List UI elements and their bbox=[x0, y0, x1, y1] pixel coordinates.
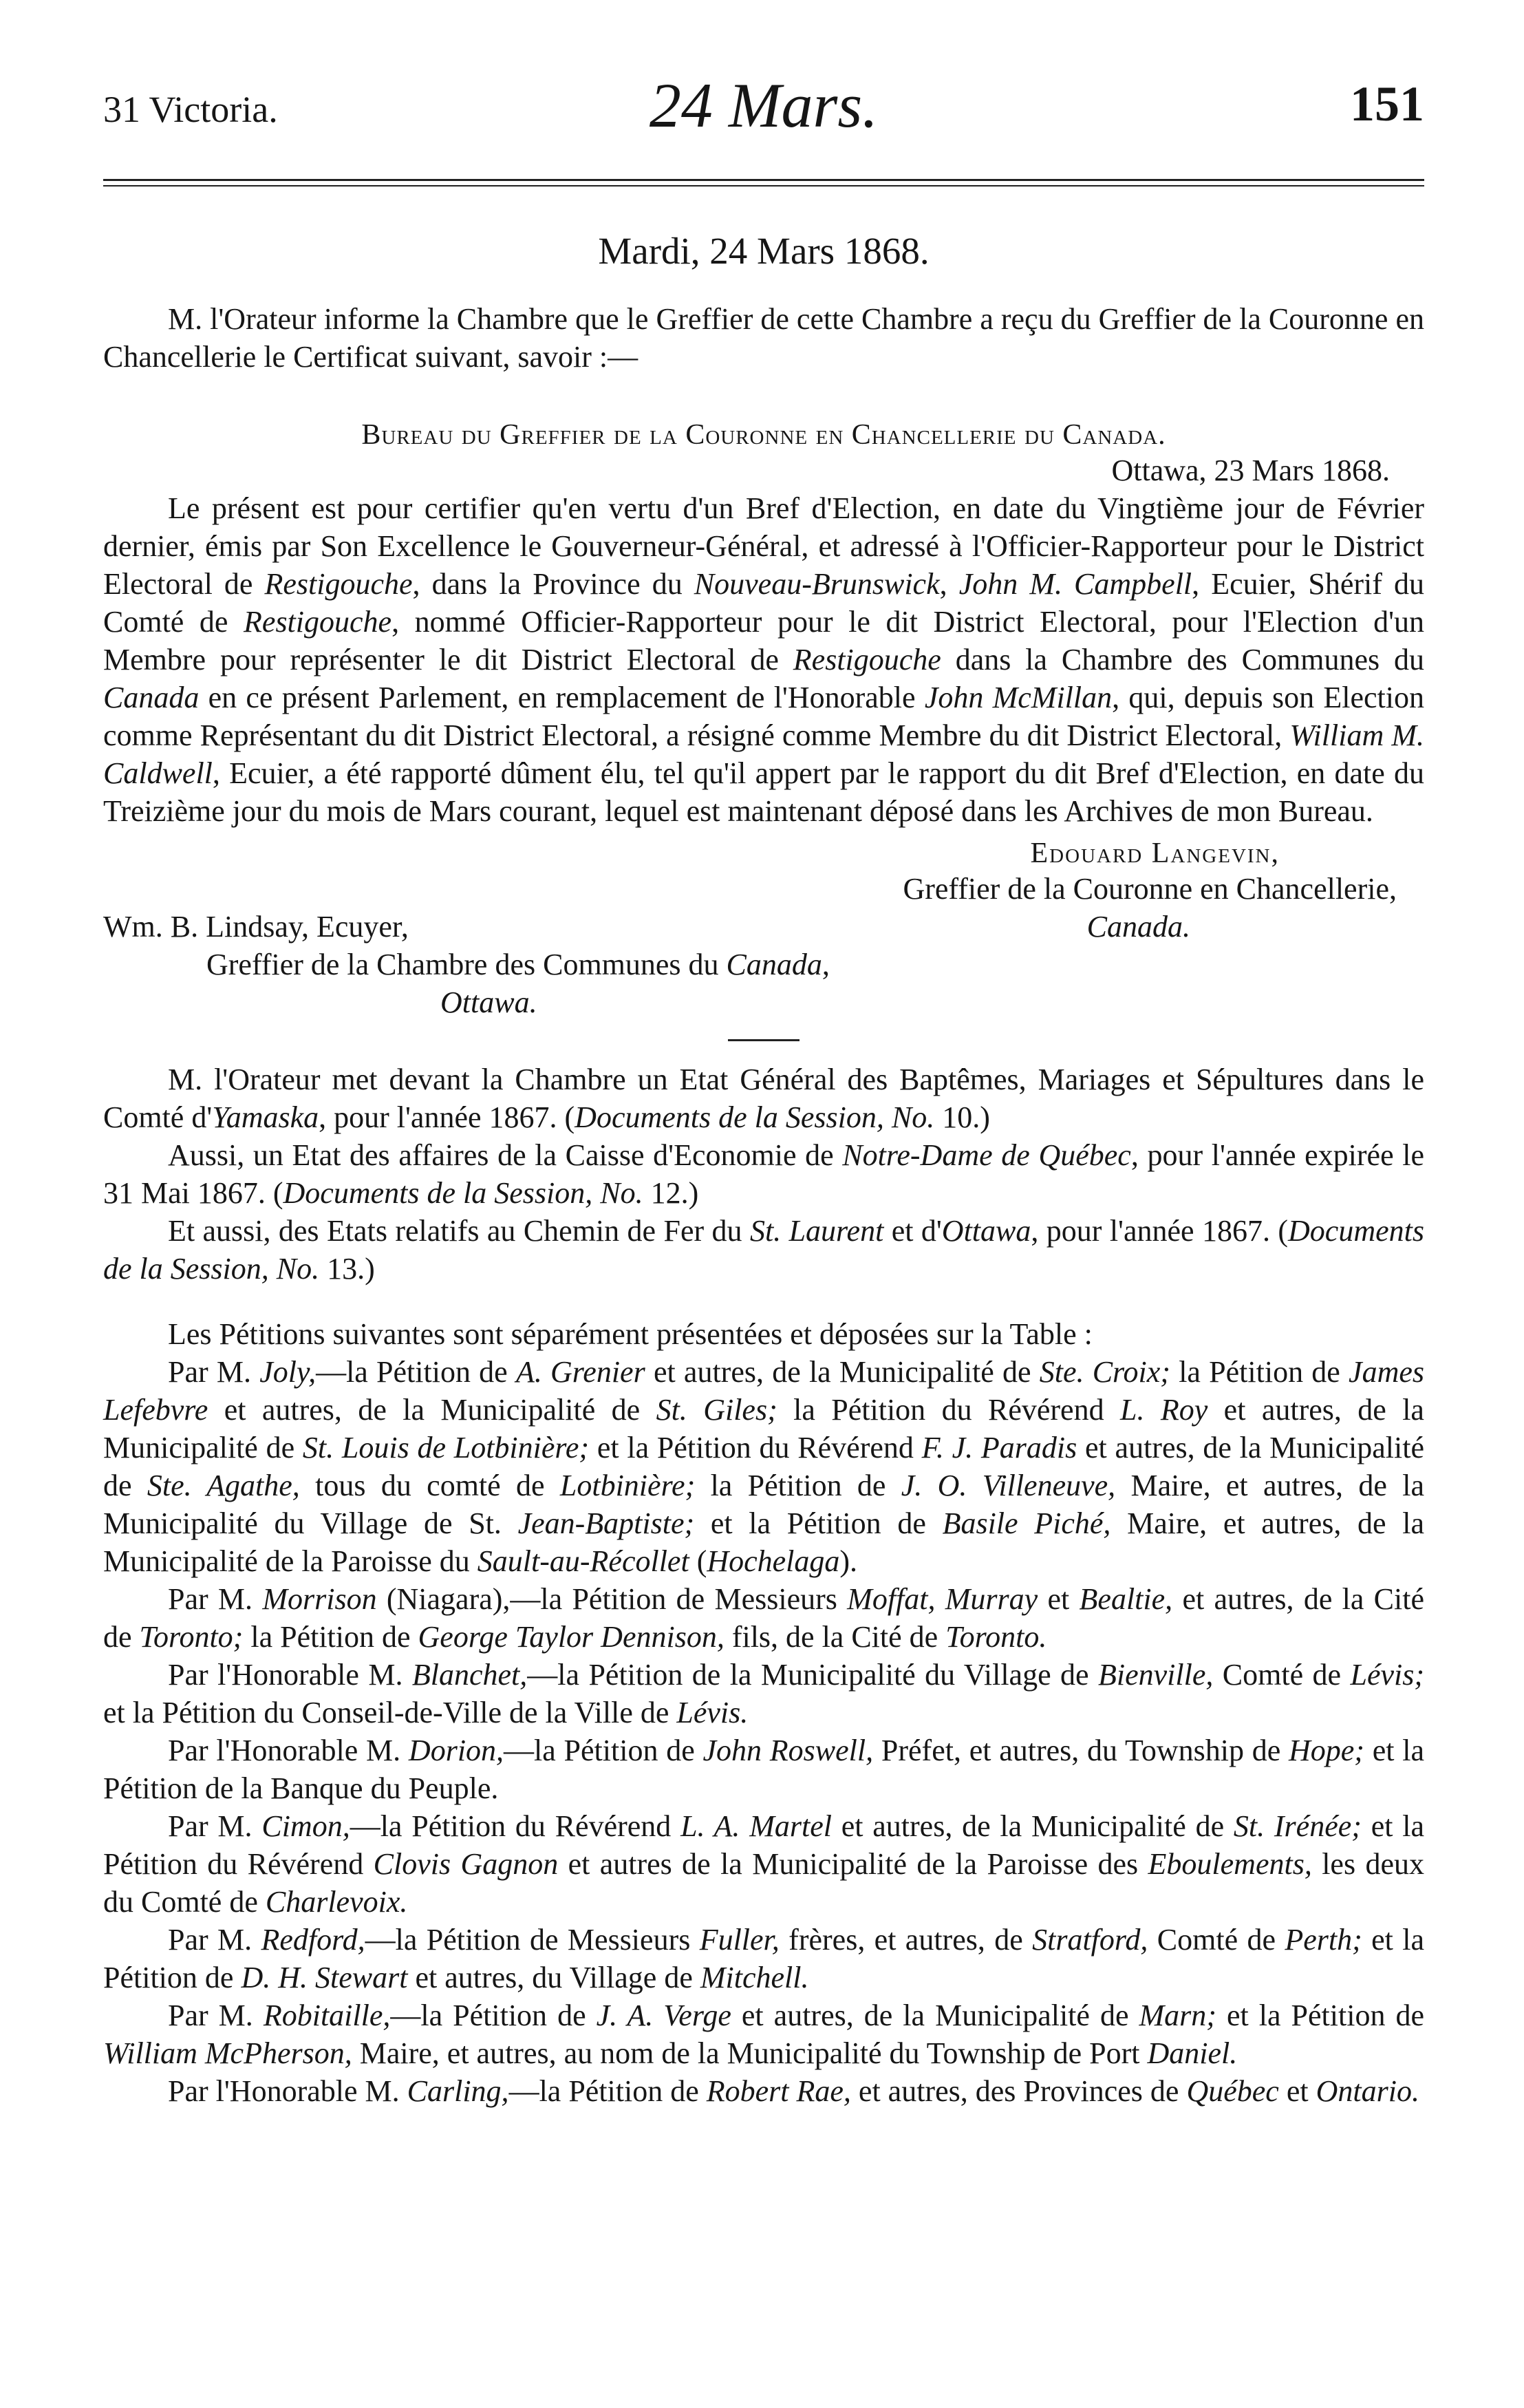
doc-text: M. l'Orateur met devant la Chambre un Etat Général des Baptêmes, Mariages et Sépultures dans le Comté d' bbox=[103, 1063, 1424, 1134]
addressee-block bbox=[103, 908, 1424, 1021]
petition-name: Carling, bbox=[407, 2074, 509, 2108]
cert-text: , qui, depuis son Election comme Représentant du dit District Electoral, a résigné comme Membre du dit District Electoral, bbox=[103, 681, 1424, 752]
petition-name: A. Grenier bbox=[515, 1355, 645, 1389]
intro-paragraph: M. l'Orateur informe la Chambre que le Greffier de cette Chambre a reçu du Greffier de la Couronne en Chancellerie le Certificat suivant, savoir :— bbox=[103, 302, 1424, 374]
petition-text: Par l'Honorable M. bbox=[168, 1734, 409, 1767]
petition-name: Basile Piché, bbox=[942, 1506, 1111, 1540]
doc-italic: Documents de la Session, No. bbox=[575, 1100, 935, 1134]
petition-name: Québec bbox=[1186, 2074, 1279, 2108]
cert-place-name: Canada bbox=[103, 681, 200, 714]
petition-name: Charlevoix. bbox=[265, 1885, 408, 1919]
doc-italic: Ottawa bbox=[941, 1214, 1031, 1248]
petition-text: Par M. bbox=[168, 1809, 262, 1843]
doc-italic: Yamaska bbox=[212, 1100, 319, 1134]
document-paragraph bbox=[103, 1136, 1424, 1212]
doc-text: 10.) bbox=[934, 1100, 990, 1134]
petition-paragraph bbox=[103, 1921, 1424, 1996]
petition-name: Hope; bbox=[1289, 1734, 1364, 1767]
addressee-city bbox=[103, 983, 1424, 1021]
petition-paragraph bbox=[103, 1656, 1424, 1732]
petition-paragraph bbox=[103, 2072, 1424, 2110]
doc-text: 13.) bbox=[319, 1252, 375, 1286]
petition-text: et autres, de la Municipalité de bbox=[103, 1431, 1424, 1502]
cert-text: dans la Chambre des Communes du bbox=[941, 643, 1424, 676]
petition-name: St. Louis de Lotbinière; bbox=[302, 1431, 590, 1464]
petition-text: la Pétition de bbox=[695, 1469, 901, 1502]
petition-name: Mitchell. bbox=[700, 1961, 809, 1994]
petition-text: et autres, du Village de bbox=[407, 1961, 700, 1994]
petition-text: ). bbox=[839, 1544, 858, 1578]
petition-name: William McPherson, bbox=[103, 2036, 352, 2070]
petition-name: Marn; bbox=[1139, 1999, 1216, 2032]
petition-text: la Pétition du Révérend bbox=[777, 1393, 1120, 1427]
running-head bbox=[103, 69, 1424, 151]
petition-name: Hochelaga bbox=[707, 1544, 840, 1578]
petition-text: —la Pétition de bbox=[504, 1734, 703, 1767]
doc-text: Aussi, un Etat des affaires de la Caisse d'Economie de bbox=[168, 1138, 843, 1172]
petition-paragraph bbox=[103, 1996, 1424, 2072]
petition-text: et la Pétition de bbox=[103, 1923, 1424, 1994]
petition-name: Lévis; bbox=[1350, 1658, 1424, 1692]
cert-person-name: John M. Campbell bbox=[958, 567, 1192, 601]
petition-name: Perth; bbox=[1285, 1923, 1362, 1957]
petitions-intro: Les Pétitions suivantes sont séparément présentées et déposées sur la Table : bbox=[168, 1317, 1093, 1351]
cert-person-name: John McMillan bbox=[924, 681, 1113, 714]
header-date-text: 24 Mars. bbox=[649, 70, 879, 140]
doc-text: Et aussi, des Etats relatifs au Chemin de Fer du bbox=[168, 1214, 750, 1248]
cert-place-name: Restigouche bbox=[264, 567, 413, 601]
doc-text: , pour l'année 1867. ( bbox=[319, 1100, 575, 1134]
page-number: 151 bbox=[1350, 76, 1424, 131]
cert-text: Le présent est pour certifier qu'en vertu d'un Bref d'Election, en date du Vingtième jour de Février dernier, émis par Son Excellence le Gouverneur-Général, et adressé à l'Officier-Rapporteur pour le District Electoral de bbox=[103, 491, 1424, 601]
petition-text: et la Pétition du Révérend bbox=[103, 1809, 1424, 1881]
signatory-title: Greffier de la Couronne en Chancellerie, bbox=[903, 872, 1397, 906]
petition-name: Robitaille, bbox=[263, 1999, 391, 2032]
petition-text: Maire, et autres, au nom de la Municipalité du Township de Port bbox=[352, 2036, 1148, 2070]
petition-text: et autres, de la Municipalité de bbox=[208, 1393, 656, 1427]
header-rule bbox=[103, 179, 1424, 187]
doc-italic: Documents de la Session, No. bbox=[283, 1176, 643, 1210]
petition-text: la Pétition de bbox=[243, 1620, 418, 1654]
petition-name: Ste. Agathe, bbox=[147, 1469, 300, 1502]
signatory-name: Edouard Langevin, bbox=[1030, 838, 1280, 869]
petition-name: Bienville, bbox=[1097, 1658, 1214, 1692]
petition-name: Moffat, Murray bbox=[847, 1582, 1038, 1616]
petition-name: Toronto; bbox=[139, 1620, 244, 1654]
petition-name: James Lefebvre bbox=[103, 1355, 1425, 1427]
petition-text: Par l'Honorable M. bbox=[168, 2074, 407, 2108]
cert-place-name: Nouveau-Brunswick bbox=[694, 567, 940, 601]
petition-text: Par M. bbox=[168, 1582, 263, 1616]
petition-name: Morrison bbox=[262, 1582, 377, 1616]
cert-place-name: Restigouche bbox=[793, 643, 941, 676]
cert-person-name: William M. Caldwell bbox=[103, 718, 1424, 790]
signatory-place: Canada. bbox=[1086, 910, 1190, 944]
petition-name: Lévis. bbox=[676, 1696, 749, 1729]
petition-name: J. O. Villeneuve, bbox=[901, 1469, 1116, 1502]
petition-text: fils, de la Cité de bbox=[724, 1620, 946, 1654]
petition-name: Toronto. bbox=[945, 1620, 1047, 1654]
certificate-bureau: Bureau du Greffier de la Couronne en Chancellerie du Canada. bbox=[361, 419, 1166, 451]
petition-text: ( bbox=[689, 1544, 707, 1578]
doc-text: 12.) bbox=[643, 1176, 699, 1210]
petition-name: D. H. Stewart bbox=[241, 1961, 408, 1994]
doc-italic: St. Laurent bbox=[749, 1214, 884, 1248]
petition-name: George Taylor Dennison, bbox=[418, 1620, 725, 1654]
petition-text: Maire, et autres, de la Municipalité de la Paroisse du bbox=[103, 1506, 1425, 1578]
petition-paragraph bbox=[103, 1807, 1424, 1921]
petition-name: St. Giles; bbox=[656, 1393, 777, 1427]
petition-text: (Niagara),—la Pétition de Messieurs bbox=[376, 1582, 848, 1616]
petitions-list bbox=[103, 1353, 1424, 2110]
petition-text: et autres, de la Municipalité de bbox=[103, 1393, 1424, 1464]
petition-text: et la Pétition du Conseil-de-Ville de la Ville de bbox=[103, 1696, 677, 1729]
petition-text: les deux du Comté de bbox=[103, 1847, 1424, 1919]
petition-text: —la Pétition de la Municipalité du Village de bbox=[527, 1658, 1098, 1692]
certificate-body bbox=[103, 489, 1424, 830]
addressee-title bbox=[103, 946, 1424, 983]
petition-name: L. A. Martel bbox=[680, 1809, 832, 1843]
petition-text: —la Pétition de bbox=[508, 2074, 707, 2108]
petition-text: et autres de la Municipalité de la Paroisse des bbox=[558, 1847, 1148, 1881]
petition-name: F. J. Paradis bbox=[921, 1431, 1077, 1464]
addressee-title-text: , bbox=[822, 948, 830, 981]
cert-place-name: Restigouche bbox=[244, 605, 392, 639]
petition-name: Lotbinière; bbox=[559, 1469, 696, 1502]
document-paragraph bbox=[103, 1061, 1424, 1136]
doc-italic: Documents de la Session, No. bbox=[103, 1214, 1424, 1286]
petition-text: —la Pétition de bbox=[316, 1355, 516, 1389]
petition-text: Par l'Honorable M. bbox=[168, 1658, 412, 1692]
addressee-title-text: Greffier de la Chambre des Communes du bbox=[206, 948, 727, 981]
petition-name: L. Roy bbox=[1119, 1393, 1208, 1427]
petition-name: Redford, bbox=[261, 1923, 365, 1957]
addressee-title-canada: Canada bbox=[726, 948, 822, 981]
petition-text: Maire, et autres, de la Municipalité du Village de St. bbox=[103, 1469, 1425, 1540]
addressee-name: Wm. B. Lindsay, Ecuyer, bbox=[103, 910, 409, 944]
petition-paragraph bbox=[103, 1353, 1424, 1580]
petition-text: et la Pétition de bbox=[694, 1506, 943, 1540]
document-paragraph bbox=[103, 1212, 1424, 1288]
petition-name: Sault-au-Récollet bbox=[477, 1544, 689, 1578]
addressee-city-text: Ottawa. bbox=[440, 985, 537, 1019]
petition-text: et la Pétition de la Banque du Peuple. bbox=[103, 1734, 1424, 1805]
journal-page bbox=[103, 69, 1424, 2110]
petition-name: Dorion, bbox=[408, 1734, 504, 1767]
petition-text: Comté de bbox=[1148, 1923, 1285, 1957]
doc-text: , pour l'année expirée le 31 Mai 1867. ( bbox=[103, 1138, 1424, 1210]
petition-name: Ste. Croix; bbox=[1039, 1355, 1170, 1389]
petition-name: Stratford, bbox=[1032, 1923, 1148, 1957]
petition-text: et bbox=[1038, 1582, 1080, 1616]
cert-text: , nommé Officier-Rapporteur pour le dit District Electoral, pour l'Election d'un Membre pour représenter le dit District Electoral de bbox=[103, 605, 1424, 676]
petition-name: Bealtie, bbox=[1079, 1582, 1173, 1616]
petition-name: Jean-Baptiste; bbox=[517, 1506, 695, 1540]
petition-name: Ontario. bbox=[1316, 2074, 1419, 2108]
petition-paragraph bbox=[103, 1580, 1424, 1656]
header-regnal-year: 31 Victoria. bbox=[103, 89, 278, 130]
petition-name: Eboulements, bbox=[1148, 1847, 1312, 1881]
petition-text: Comté de bbox=[1213, 1658, 1351, 1692]
cert-text: en ce présent Parlement, en remplacement de l'Honorable bbox=[199, 681, 925, 714]
petition-text: et autres, de la Municipalité de bbox=[731, 1999, 1139, 2032]
petition-text: et autres, de la Municipalité de bbox=[645, 1355, 1040, 1389]
doc-italic: Notre-Dame de Québec bbox=[842, 1138, 1131, 1172]
petition-text: et autres, de la Cité de bbox=[103, 1582, 1424, 1654]
petition-text: et la Pétition du Révérend bbox=[589, 1431, 922, 1464]
petition-name: Clovis Gagnon bbox=[373, 1847, 559, 1881]
certificate-place-date: Ottawa, 23 Mars 1868. bbox=[1111, 454, 1390, 487]
petition-text: Par M. bbox=[168, 1923, 261, 1957]
petition-text: Préfet, et autres, du Township de bbox=[873, 1734, 1289, 1767]
petition-text: Par M. bbox=[168, 1999, 264, 2032]
doc-text: , pour l'année 1867. ( bbox=[1031, 1214, 1289, 1248]
petition-name: Robert Rae, bbox=[706, 2074, 851, 2108]
petition-paragraph bbox=[103, 1732, 1424, 1807]
petition-text: et autres, des Provinces de bbox=[850, 2074, 1187, 2108]
petition-text: tous du comté de bbox=[299, 1469, 560, 1502]
petition-text: et bbox=[1278, 2074, 1316, 2108]
petition-text: la Pétition de bbox=[1170, 1355, 1349, 1389]
petition-text: Par M. bbox=[168, 1355, 260, 1389]
cert-text: , Ecuier, a été rapporté dûment élu, tel qu'il appert par le rapport du dit Bref d'Election, en date du Treizième jour du mois de Mars courant, lequel est maintenant déposé dans les Archives de mon Bureau. bbox=[103, 756, 1424, 828]
petition-name: J. A. Verge bbox=[596, 1999, 731, 2032]
petition-name: Blanchet, bbox=[411, 1658, 528, 1692]
date-heading: Mardi, 24 Mars 1868. bbox=[598, 230, 930, 272]
doc-text: et d' bbox=[883, 1214, 942, 1248]
petition-name: John Roswell, bbox=[702, 1734, 874, 1767]
petition-name: St. Irénée; bbox=[1233, 1809, 1362, 1843]
petition-name: Cimon, bbox=[261, 1809, 350, 1843]
header-date bbox=[103, 69, 1424, 142]
petition-text: —la Pétition de Messieurs bbox=[365, 1923, 700, 1957]
section-divider bbox=[728, 1039, 799, 1041]
petition-name: Fuller, bbox=[699, 1923, 780, 1957]
cert-text: , Ecuier, Shérif du Comté de bbox=[103, 567, 1425, 639]
petition-text: et la Pétition de bbox=[1216, 1999, 1424, 2032]
petition-text: —la Pétition du Révérend bbox=[350, 1809, 681, 1843]
petition-text: et autres, de la Municipalité de bbox=[831, 1809, 1234, 1843]
petition-text: —la Pétition de bbox=[390, 1999, 597, 2032]
petition-name: Joly, bbox=[259, 1355, 316, 1389]
petition-text: frères, et autres, de bbox=[779, 1923, 1033, 1957]
petition-name: Daniel. bbox=[1147, 2036, 1238, 2070]
cert-text: , dans la Province du bbox=[412, 567, 694, 601]
cert-text: , bbox=[939, 567, 959, 601]
addressee-row bbox=[103, 908, 1424, 946]
